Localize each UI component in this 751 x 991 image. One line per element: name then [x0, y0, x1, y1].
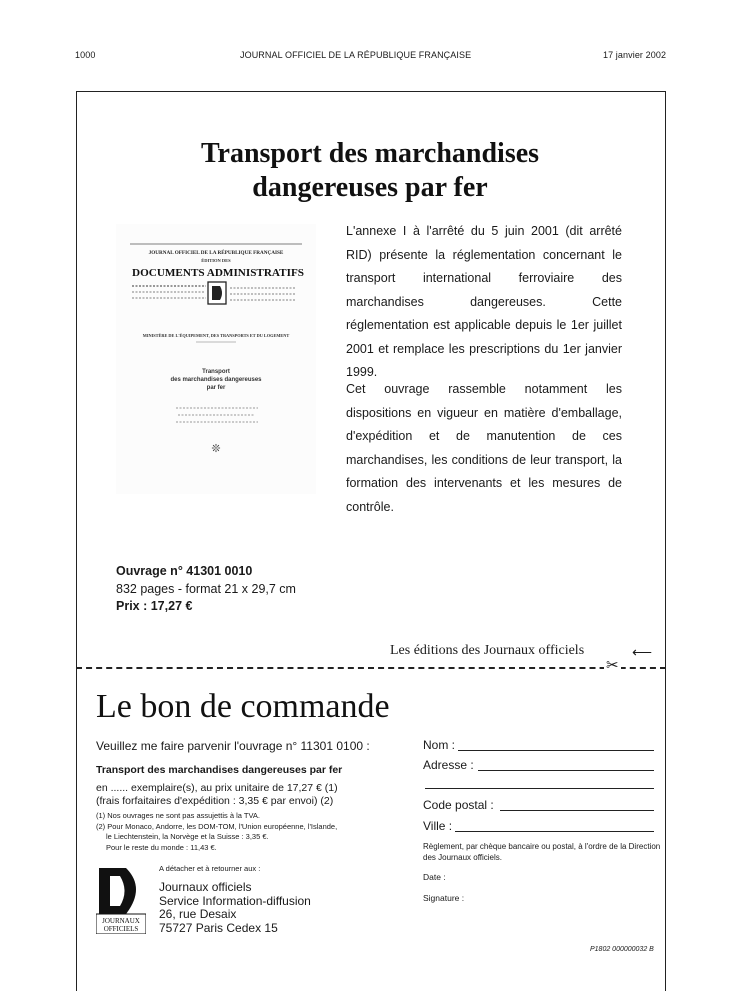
adresse-label: Adresse :	[423, 758, 474, 772]
cover-ministry: MINISTÈRE DE L'ÉQUIPEMENT, DES TRANSPORTS ET DU LOGEMENT	[142, 333, 290, 338]
product-details	[116, 563, 296, 616]
footnote-2b: le Liechtenstein, la Norvège et la Suisse : 3,35 €.	[106, 832, 269, 841]
pages-format: 832 pages - format 21 x 29,7 cm	[116, 581, 296, 596]
reference-code: P1802 000000032 B	[590, 946, 654, 953]
adresse-field-line-2[interactable]	[425, 788, 654, 789]
page-number: 1000	[75, 50, 96, 60]
logo-text-1: JOURNAUX	[102, 917, 140, 925]
code-postal-label: Code postal :	[423, 798, 494, 812]
footnote-2c: Pour le reste du monde : 11,43 €.	[106, 842, 217, 852]
book-cover-image	[116, 224, 316, 494]
nom-field[interactable]	[458, 750, 654, 751]
ville-label: Ville :	[423, 819, 453, 833]
editions-label: Les éditions des Journaux officiels	[390, 643, 585, 658]
order-quantity-line: en ...... exemplaire(s), au prix unitaire de 17,27 € (1)	[96, 782, 338, 794]
address-line-3: 26, rue Desaix	[159, 907, 237, 921]
code-postal-field[interactable]	[500, 810, 654, 811]
adresse-field[interactable]	[478, 770, 654, 771]
order-request: Veuillez me faire parvenir l'ouvrage n° 11301 0100 :	[96, 739, 370, 753]
footnote-2a: (2) Pour Monaco, Andorre, les DOM-TOM, l'Union européenne, l'Islande,	[96, 821, 338, 831]
footnote-1: (1) Nos ouvrages ne sont pas assujettis à la TVA.	[96, 811, 260, 820]
reglement-note: Règlement, par chèque bancaire ou postal, à l'ordre de la Direction des Journaux officiels.	[423, 842, 661, 862]
cover-masthead: JOURNAL OFFICIEL DE LA RÉPUBLIQUE FRANÇAISE	[148, 250, 284, 256]
ad-title-line2: dangereuses par fer	[252, 172, 488, 203]
cover-book-title-2: des marchandises dangereuses	[170, 377, 262, 383]
order-shipping-line: (frais forfaitaires d'expédition : 3,35 € par envoi) (2)	[96, 795, 334, 807]
date-label: Date :	[423, 872, 446, 882]
intro-paragraph-1: L'annexe I à l'arrêté du 5 juin 2001 (dit arrêté RID) présente la réglementation concernant le transport international ferroviaire des marchandises dangereuses. Cette réglementation est applicable depuis le 1er juillet 2001 et remplace les prescriptions du 1er janvier 1999.	[346, 224, 622, 379]
intro-paragraph-2: Cet ouvrage rassemble notamment les dispositions en vigueur en matière d'emballage, d'expédition et de manutention de ces marchandises, les conditions de leur transport, la formation des intervenants et les mesures de contrôle.	[346, 382, 622, 514]
price: Prix : 17,27 €	[116, 599, 193, 613]
cover-ornament-icon: ❊	[211, 443, 221, 455]
cut-line[interactable]	[76, 667, 666, 669]
order-form-title: Le bon de commande	[96, 688, 390, 725]
ouvrage-number: Ouvrage n° 41301 0010	[116, 564, 253, 578]
cover-book-title-1: Transport	[202, 369, 230, 375]
address-line-4: 75727 Paris Cedex 15	[159, 920, 278, 935]
cover-book-title-3: par fer	[206, 385, 226, 391]
logo-text-2: OFFICIELS	[103, 925, 139, 933]
journal-title: JOURNAL OFFICIEL DE LA RÉPUBLIQUE FRANÇAISE	[240, 50, 472, 60]
cover-edition: ÉDITION DES	[201, 258, 231, 263]
scissors-icon: ✂	[606, 657, 619, 674]
ad-title	[150, 137, 590, 205]
order-product: Transport des marchandises dangereuses par fer	[96, 764, 343, 776]
cover-series: DOCUMENTS ADMINISTRATIFS	[132, 267, 304, 279]
address-line-1: Journaux officiels	[159, 880, 252, 894]
issue-date: 17 janvier 2002	[603, 50, 667, 60]
address-line-2: Service Information-diffusion	[159, 893, 311, 908]
ville-field[interactable]	[455, 831, 654, 832]
journaux-officiels-logo	[96, 866, 146, 934]
signature-label: Signature :	[423, 893, 465, 903]
footnotes	[96, 811, 337, 853]
detach-label: A détacher et à retourner aux :	[159, 864, 261, 873]
nom-label: Nom :	[423, 738, 456, 752]
arrow-left-icon: ⟵	[632, 644, 653, 660]
ad-title-line1: Transport des marchandises	[200, 138, 540, 169]
return-address	[159, 881, 311, 935]
